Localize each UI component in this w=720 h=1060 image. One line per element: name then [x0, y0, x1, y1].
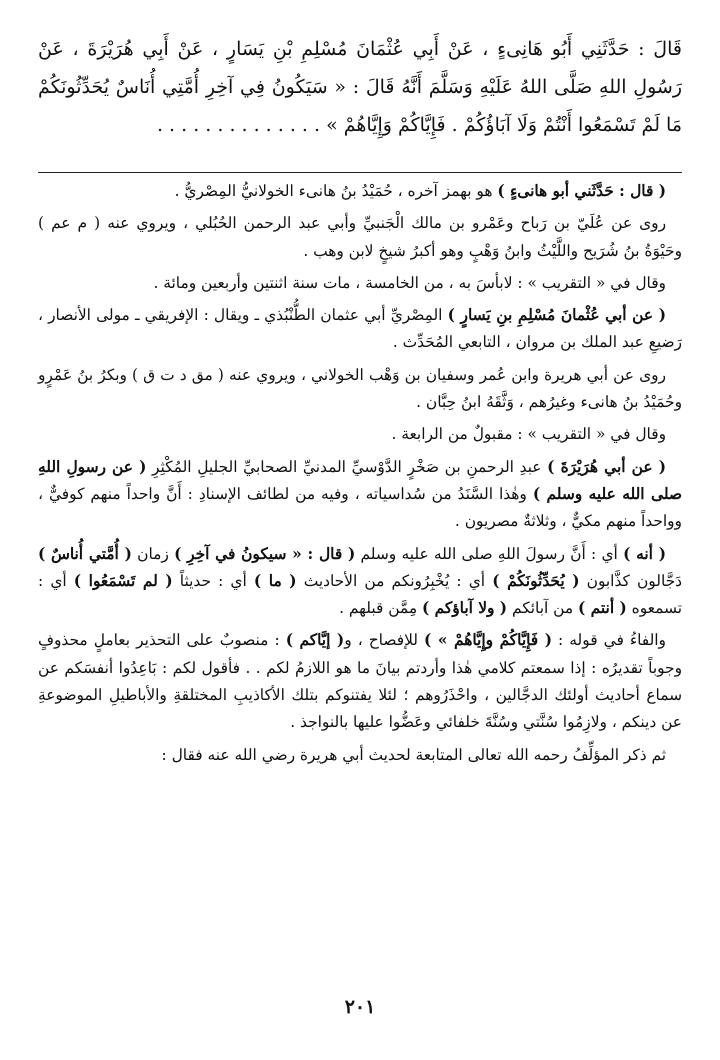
bold-phrase: ( لم تَسْمَعُوا ) [73, 571, 173, 590]
commentary-paragraph-2: روى عن عُلَيّ بن رَباح وعَمْرو بن مالك الْجَنبيِّ وأبي عبد الرحمن الحُبُلي ، ويروي عنه ( م عم ) وحَيْوَةُ بنُ شُرَيح واللَّيْثُ وابنُ وَهْبٍ وهو أكبرُ شيخٍ لابن وهب . [38, 214, 682, 260]
commentary-paragraph-8 [38, 541, 682, 623]
commentary-paragraph-4 [38, 302, 682, 357]
commentary-paragraph-7 [38, 454, 682, 536]
plain-text: عبدِ الرحمنِ بن صَخْرٍ الدَّوْسيِّ المدنيِّ الصحابيِّ الجليلِ المُكْثِرِ [146, 457, 548, 476]
commentary-paragraph-6: وقال في « التقريب » : مقبولٌ من الرابعة . [391, 425, 666, 444]
bold-phrase: ( إيَّاكم ) [285, 631, 345, 650]
plain-text: زمان [131, 544, 175, 563]
plain-text: أي : تسمعوه [38, 571, 682, 618]
bold-phrase: ( أنه ) [623, 544, 666, 563]
bold-phrase: ( ما ) [253, 571, 297, 590]
commentary-paragraph-5: روى عن أبي هريرة وابن عُمر وسفيان بن وَهْب الخولاني ، ويروي عنه ( مق د ت ق ) وبكرُ بنُ عَمْرٍو وحُمَيْدُ بنُ هانىء وغيرُهم ، وَثَّقَهُ ابنُ حِبَّان . [38, 365, 682, 412]
bold-phrase: ( فَإِيَّاكُمْ وإِيَّاهُمْ » ) [424, 631, 552, 650]
bold-phrase: ( يُحَدِّثُونَكُمْ ) [492, 571, 580, 590]
commentary-paragraph-1 [38, 178, 682, 205]
commentary-paragraph-3: وقال في « التقريب » : لابأسَ به ، من الخامسة ، مات سنة اثنتين وأربعين ومائة . [153, 273, 666, 292]
plain-text: والفاءُ في قوله : [551, 631, 666, 650]
plain-text: للإفصاح ، و [344, 631, 425, 650]
plain-text: : منصوبٌ على التحذير بعاملٍ محذوفٍ وجوباً تقديرُه : إذا سمعتم كلامي هٰذا وأردتم بيانَ ما هو اللازمُ لكم . . فأقول لكم : بَاعِدُوا أنفسَكم عن سماع أحاديث أولئك الدجَّالين ، واحْذَرُوهم ؛ لئلا يفتنوكم بتلك الأكاذيبِ المختلقةِ والأباطيلِ الموضوعةِ عن دينكم ، ولازِمُوا سُنَّتي وسُنَّةَ خلفائي وعَضُّوا عليها بالنواجذ . [38, 631, 682, 732]
hadith-text: قَالَ : حَدَّثَنِي أَبُو هَانِىءٍ ، عَنْ أَبِي عُثْمَانَ مُسْلِمِ بْنِ يَسَارٍ ، عَنْ أَبِي هُرَيْرَةَ ، عَنْ رَسُولِ اللهِ صَلَّى اللهُ عَلَيْهِ وَسَلَّمَ أَنَّهُ قَالَ : « سَيَكُونُ فِي آخِرِ أُمَّتِي أُنَاسٌ يُحَدِّثُونَكُمْ مَا لَمْ تَسْمَعُوا أَنْتُمْ وَلَا آبَاؤُكُمْ . فَإِيَّاكُمْ وَإِيَّاهُمْ » . . . . . . . . . . . . . . [38, 38, 682, 136]
bold-phrase: ( أنتم ) [578, 599, 627, 618]
plain-text: أي : أَنَّ رسولَ اللهِ صلى الله عليه وسلم [355, 544, 624, 563]
bold-phrase: ( ولا آباؤكم ) [421, 599, 508, 618]
separator-rule [38, 172, 682, 173]
page-number: ٢٠١ [344, 996, 376, 1018]
plain-text: أي : حديثاً [172, 571, 254, 590]
plain-text: المِصْريِّ أبي عثمان الطُّنْبُذي ـ ويقال : الإفريقي ـ مولى الأنصار ، رَضيعِ عبد الملك بن مروان ، التابعي المُحَدِّث . [38, 306, 682, 352]
commentary-paragraph-9 [38, 627, 682, 736]
plain-text: هو بهمز آخره ، حُمَيْدُ بنُ هانىء الخولانيُّ المِصْريُّ . [174, 182, 498, 200]
bold-phrase: ( عن أبي هُرَيْرَةَ ) [547, 457, 666, 476]
plain-text: من آبائكم [507, 599, 579, 618]
bold-phrase: ( أُمَّتي أُناسٌ ) [38, 544, 132, 563]
bold-phrase: ( عن رسولِ اللهِ صلى الله عليه وسلم ) [38, 457, 682, 503]
plain-text: أي : يُخْبِرُونكم من الأحاديث [296, 571, 493, 590]
bold-phrase: ( قال : حَدَّثَني أبو هانىءٍ ) [497, 182, 666, 200]
plain-text: دَجَّالون كذَّابون [579, 571, 682, 590]
bold-phrase: ( عن أبي عُثْمانَ مُسْلِمِ بنِ يَسارٍ ) [447, 306, 666, 325]
plain-text: مِمَّن قبلهم . [339, 599, 422, 618]
plain-text: وهٰذا السَّنَدُ من سُداسياته ، وفيه من لطائف الإسنادِ : أَنَّ واحداً منهم كوفيٌّ ، وواحداً منهم مكيٌّ ، وثلاثةٌ مصريون . [38, 484, 682, 531]
commentary-paragraph-10: ثم ذكر المؤلِّفُ رحمه الله تعالى المتابعة لحديث أبي هريرة رضي الله عنه فقال : [161, 745, 666, 764]
bold-phrase: ( قال : « سيكونُ في آخِرِ ) [174, 544, 356, 563]
commentary-section [38, 178, 682, 774]
